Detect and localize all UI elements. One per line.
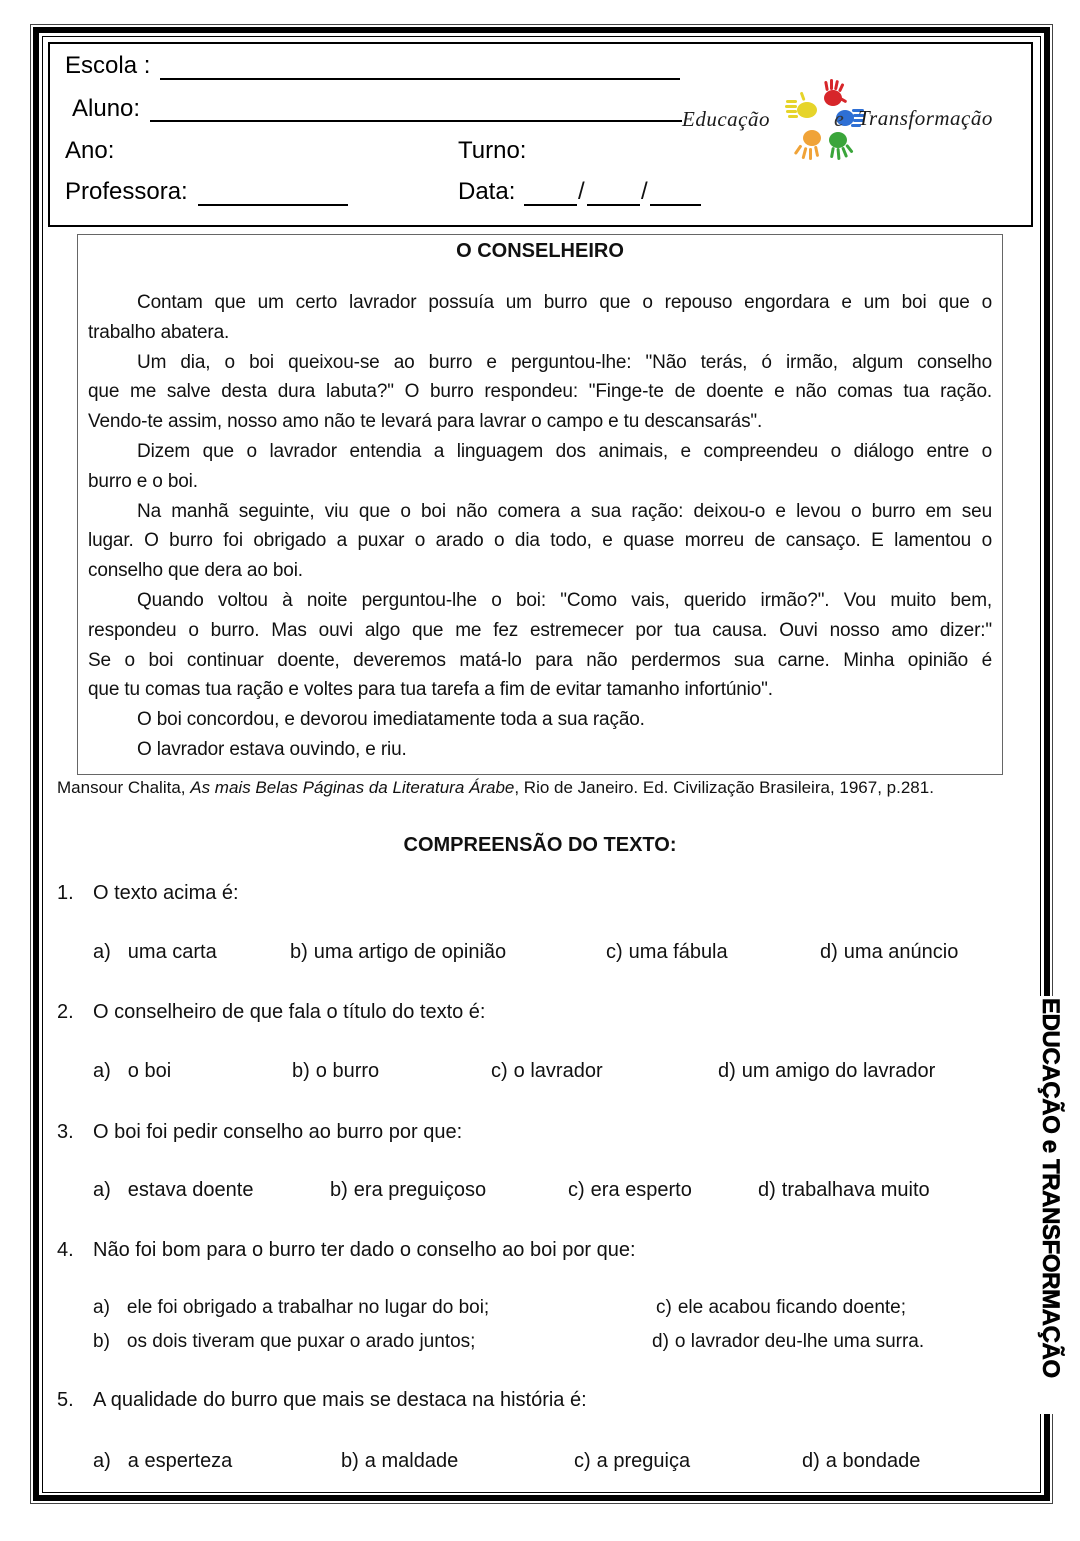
option-letter: b) xyxy=(330,1179,348,1201)
option-letter: c) xyxy=(574,1450,591,1472)
story-line: Dizem que o lavrador entendia a linguagem dos animais, e compreendeu o diálogo entre o xyxy=(137,440,992,462)
option-letter: d) xyxy=(802,1450,820,1472)
option-b[interactable] xyxy=(290,940,506,964)
option-letter: c) xyxy=(568,1179,585,1201)
option-text: uma fábula xyxy=(628,941,728,963)
story-line: O boi concordou, e devorou imediatamente toda a sua ração. xyxy=(137,709,645,731)
option-text: trabalhava muito xyxy=(781,1179,930,1201)
question-number: 4. xyxy=(57,1239,74,1261)
option-text: ele foi obrigado a trabalhar no lugar do boi; xyxy=(126,1297,490,1318)
question-text: A qualidade do burro que mais se destaca na história é: xyxy=(93,1389,587,1411)
escola-field[interactable] xyxy=(160,58,680,80)
option-letter: d) xyxy=(718,1060,736,1082)
citation-author: Mansour Chalita, xyxy=(57,778,191,797)
option-a[interactable] xyxy=(93,1178,253,1202)
option-text: o burro xyxy=(315,1060,380,1082)
story-line: Um dia, o boi queixou-se ao burro e perguntou-lhe: "Não terás, ó irmão, algum conselho xyxy=(137,351,992,373)
option-b[interactable] xyxy=(341,1449,458,1473)
option-a[interactable] xyxy=(93,1296,489,1320)
option-letter: a) xyxy=(93,1060,111,1082)
option-letter: b) xyxy=(290,941,308,963)
professora-label: Professora: xyxy=(65,178,188,205)
logo-left-text: Educação xyxy=(682,107,770,131)
option-a[interactable] xyxy=(93,1449,232,1473)
date-day-field[interactable] xyxy=(524,184,577,206)
option-c[interactable] xyxy=(568,1178,692,1202)
question-number: 5. xyxy=(57,1389,74,1411)
option-text: uma carta xyxy=(127,941,217,963)
story-line: Se o boi continuar doente, deveremos matá-lo para não perdermos sua carne. Minha opinião é xyxy=(88,649,992,671)
story-line: O lavrador estava ouvindo, e riu. xyxy=(137,738,407,760)
professora-field[interactable] xyxy=(198,184,348,206)
option-text: uma anúncio xyxy=(843,941,959,963)
side-banner-text: EDUCAÇÃO e TRANSFORMAÇÃO xyxy=(1037,998,1064,1378)
option-letter: a) xyxy=(93,941,111,963)
question-text: O texto acima é: xyxy=(93,882,239,904)
option-c[interactable] xyxy=(656,1296,906,1320)
option-d[interactable] xyxy=(652,1330,924,1354)
aluno-label: Aluno: xyxy=(72,95,141,122)
option-letter: b) xyxy=(93,1331,110,1352)
escola-label: Escola : xyxy=(65,52,151,79)
option-letter: d) xyxy=(652,1331,669,1352)
option-text: ele acabou ficando doente; xyxy=(677,1297,907,1318)
option-letter: b) xyxy=(341,1450,359,1472)
story-line: Contam que um certo lavrador possuía um burro que o repouso engordara e um boi que o xyxy=(137,292,992,313)
option-text: era esperto xyxy=(590,1179,692,1201)
option-letter: d) xyxy=(758,1179,776,1201)
story-title: O CONSELHEIRO xyxy=(456,240,624,262)
option-letter: a) xyxy=(93,1179,111,1201)
option-b[interactable] xyxy=(330,1178,486,1202)
date-separator: / xyxy=(641,178,648,205)
option-c[interactable] xyxy=(491,1059,603,1083)
option-letter: c) xyxy=(606,941,623,963)
option-text: a bondade xyxy=(825,1450,921,1472)
story-line: que tu comas tua ração e voltes para tua tarefa a fim de evitar tamanho infortúnio". xyxy=(88,679,773,701)
question-number: 2. xyxy=(57,1001,74,1023)
data-label: Data: xyxy=(458,178,516,205)
option-d[interactable] xyxy=(802,1449,920,1473)
story-line: Vendo-te assim, nosso amo não te levará para lavrar o campo e tu descansarás". xyxy=(88,411,763,433)
option-text: a preguiça xyxy=(596,1450,691,1472)
option-letter: c) xyxy=(491,1060,508,1082)
section-title: COMPREENSÃO DO TEXTO: xyxy=(403,834,677,856)
option-c[interactable] xyxy=(606,940,728,964)
date-year-field[interactable] xyxy=(650,184,701,206)
story-line: lugar. O burro foi obrigado a puxar o arado o dia todo, e quase morreu de cansaço. E lamentou o xyxy=(88,530,992,552)
story-line: conselho que dera ao boi. xyxy=(88,560,303,582)
option-a[interactable] xyxy=(93,940,217,964)
story-line: trabalho abatera. xyxy=(88,321,230,343)
turno-label: Turno: xyxy=(458,137,527,164)
story-line: Na manhã seguinte, viu que o boi não comera a sua ração: deixou-o e levou o burro em seu xyxy=(137,500,992,522)
side-banner xyxy=(1034,996,1066,1414)
option-text: era preguiçoso xyxy=(353,1179,487,1201)
citation-work: As mais Belas Páginas da Literatura Árabe xyxy=(190,778,515,797)
option-d[interactable] xyxy=(820,940,958,964)
option-text: um amigo do lavrador xyxy=(741,1060,936,1082)
hands-logo-icon xyxy=(783,78,865,162)
story-line: respondeu o burro. Mas ouvi algo que me fez estremecer por tua causa. Ouvi nosso amo dizer:" xyxy=(88,619,992,641)
option-text: o boi xyxy=(127,1060,172,1082)
option-letter: c) xyxy=(656,1297,672,1318)
citation-rest: , Rio de Janeiro. Ed. Civilização Brasileira, 1967, p.281. xyxy=(514,778,934,797)
option-text: o lavrador deu-lhe uma surra. xyxy=(674,1331,925,1352)
option-a[interactable] xyxy=(93,1059,171,1083)
logo-connector: e xyxy=(834,106,845,131)
option-text: os dois tiveram que puxar o arado juntos; xyxy=(126,1331,476,1352)
option-letter: b) xyxy=(292,1060,310,1082)
question-text: O conselheiro de que fala o título do texto é: xyxy=(93,1001,486,1023)
story-text xyxy=(88,288,992,765)
option-letter: d) xyxy=(820,941,838,963)
aluno-field[interactable] xyxy=(150,100,682,122)
ano-label: Ano: xyxy=(65,137,115,164)
option-text: a esperteza xyxy=(127,1450,233,1472)
option-text: o lavrador xyxy=(513,1060,603,1082)
option-d[interactable] xyxy=(718,1059,935,1083)
question-text: O boi foi pedir conselho ao burro por que: xyxy=(93,1121,463,1143)
option-c[interactable] xyxy=(574,1449,690,1473)
option-text: a maldade xyxy=(364,1450,459,1472)
option-text: uma artigo de opinião xyxy=(313,941,507,963)
question-number: 1. xyxy=(57,882,74,904)
story-line: burro e o boi. xyxy=(88,470,198,492)
option-b[interactable] xyxy=(93,1330,475,1354)
question-text: Não foi bom para o burro ter dado o conselho ao boi por que: xyxy=(93,1239,636,1261)
date-separator: / xyxy=(578,178,585,205)
logo-right-text: Transformação xyxy=(858,106,993,130)
question-number: 3. xyxy=(57,1121,74,1143)
option-d[interactable] xyxy=(758,1178,930,1202)
option-letter: a) xyxy=(93,1450,111,1472)
story-line: Quando voltou à noite perguntou-lhe o boi: "Como vais, querido irmão?". Vou muito bem, xyxy=(137,589,992,611)
option-b[interactable] xyxy=(292,1059,379,1083)
option-letter: a) xyxy=(93,1297,110,1318)
story-line: que me salve desta dura labuta?" O burro respondeu: "Finge-te de doente e não comas tua ração. xyxy=(88,381,992,403)
date-month-field[interactable] xyxy=(587,184,640,206)
citation xyxy=(57,776,934,800)
option-text: estava doente xyxy=(127,1179,254,1201)
